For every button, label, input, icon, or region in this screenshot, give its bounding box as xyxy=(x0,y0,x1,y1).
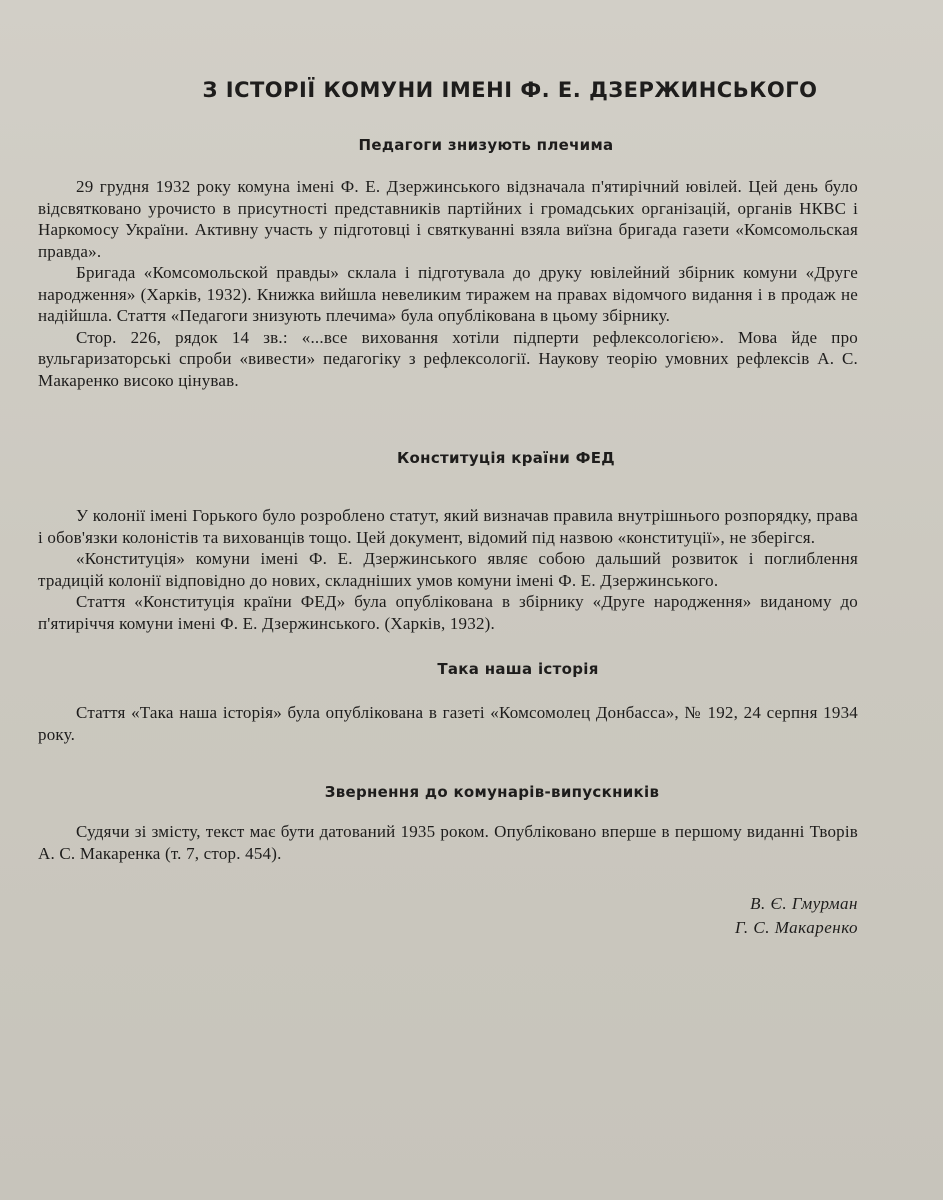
paragraph: Стаття «Конституція країни ФЕД» була опублікована в збірнику «Друге народження» виданому до п'ятиріччя комуни імені Ф. Е. Дзержинського. (Харків, 1932). xyxy=(38,592,858,633)
paragraph: «Конституція» комуни імені Ф. Е. Дзержинського являє собою дальший розвиток і поглиблення традицій колонії відповідно до нових, складніших умов комуни імені Ф. Е. Дзержинського. xyxy=(38,549,858,590)
section-history xyxy=(38,660,858,745)
book-page xyxy=(38,78,858,940)
paragraph: Судячи зі змісту, текст має бути датований 1935 роком. Опубліковано вперше в першому виданні Творів А. С. Макаренка (т. 7, стор. 454). xyxy=(38,822,858,863)
paragraph: Бригада «Комсомольской правды» склала і підготувала до друку ювілейний збірник комуни «Друге народження» (Харків, 1932). Книжка вийшла невеликим тиражем на правах відомчого видання і в продаж не надійшла. Стаття «Педагоги знизують плечима» була опублікована в цьому збірнику. xyxy=(38,263,858,325)
paragraph: У колонії імені Горького було розроблено статут, який визначав правила внутрішнього розпорядку, права і обов'язки колоністів та вихованців тощо. Цей документ, відомий під назвою «конституції», не зберігся. xyxy=(38,506,858,547)
paragraph: 29 грудня 1932 року комуна імені Ф. Е. Дзержинського відзначала п'ятирічний ювілей. Цей день було відсвятковано урочисто в присутності представників партійних і громадських організацій, органів НКВС і Наркомосу України. Активну участь у підготовці і святкуванні взяла виїзна бригада газети «Комсомольская правда». xyxy=(38,177,858,261)
paragraph: Стаття «Така наша історія» була опублікована в газеті «Комсомолец Донбасса», № 192, 24 серпня 1934 року. xyxy=(38,703,858,744)
signature-author: Г. С. Макаренко xyxy=(735,918,858,937)
section-heading: Конституція країни ФЕД xyxy=(397,449,615,467)
section-heading: Педагоги знизують плечима xyxy=(358,136,614,154)
paragraph: Стор. 226, рядок 14 зв.: «...все виховання хотіли підперти рефлексологією». Мова йде про вульгаризаторські спроби «вивести» педагогіку з рефлексології. Наукову теорію умовних рефлексів А. С. Макаренко високо цінував. xyxy=(38,327,858,390)
page-title: З ІСТОРІЇ КОМУНИ ІМЕНІ Ф. Е. ДЗЕРЖИНСЬКОГО xyxy=(202,78,818,102)
signatures xyxy=(38,892,858,940)
section-constitution xyxy=(38,449,858,634)
section-heading: Така наша історія xyxy=(437,660,599,678)
section-appeal xyxy=(38,783,858,864)
section-heading: Звернення до комунарів-випускників xyxy=(324,783,660,801)
section-pedagogues xyxy=(38,136,858,391)
signature-author: В. Є. Гмурман xyxy=(750,894,858,913)
